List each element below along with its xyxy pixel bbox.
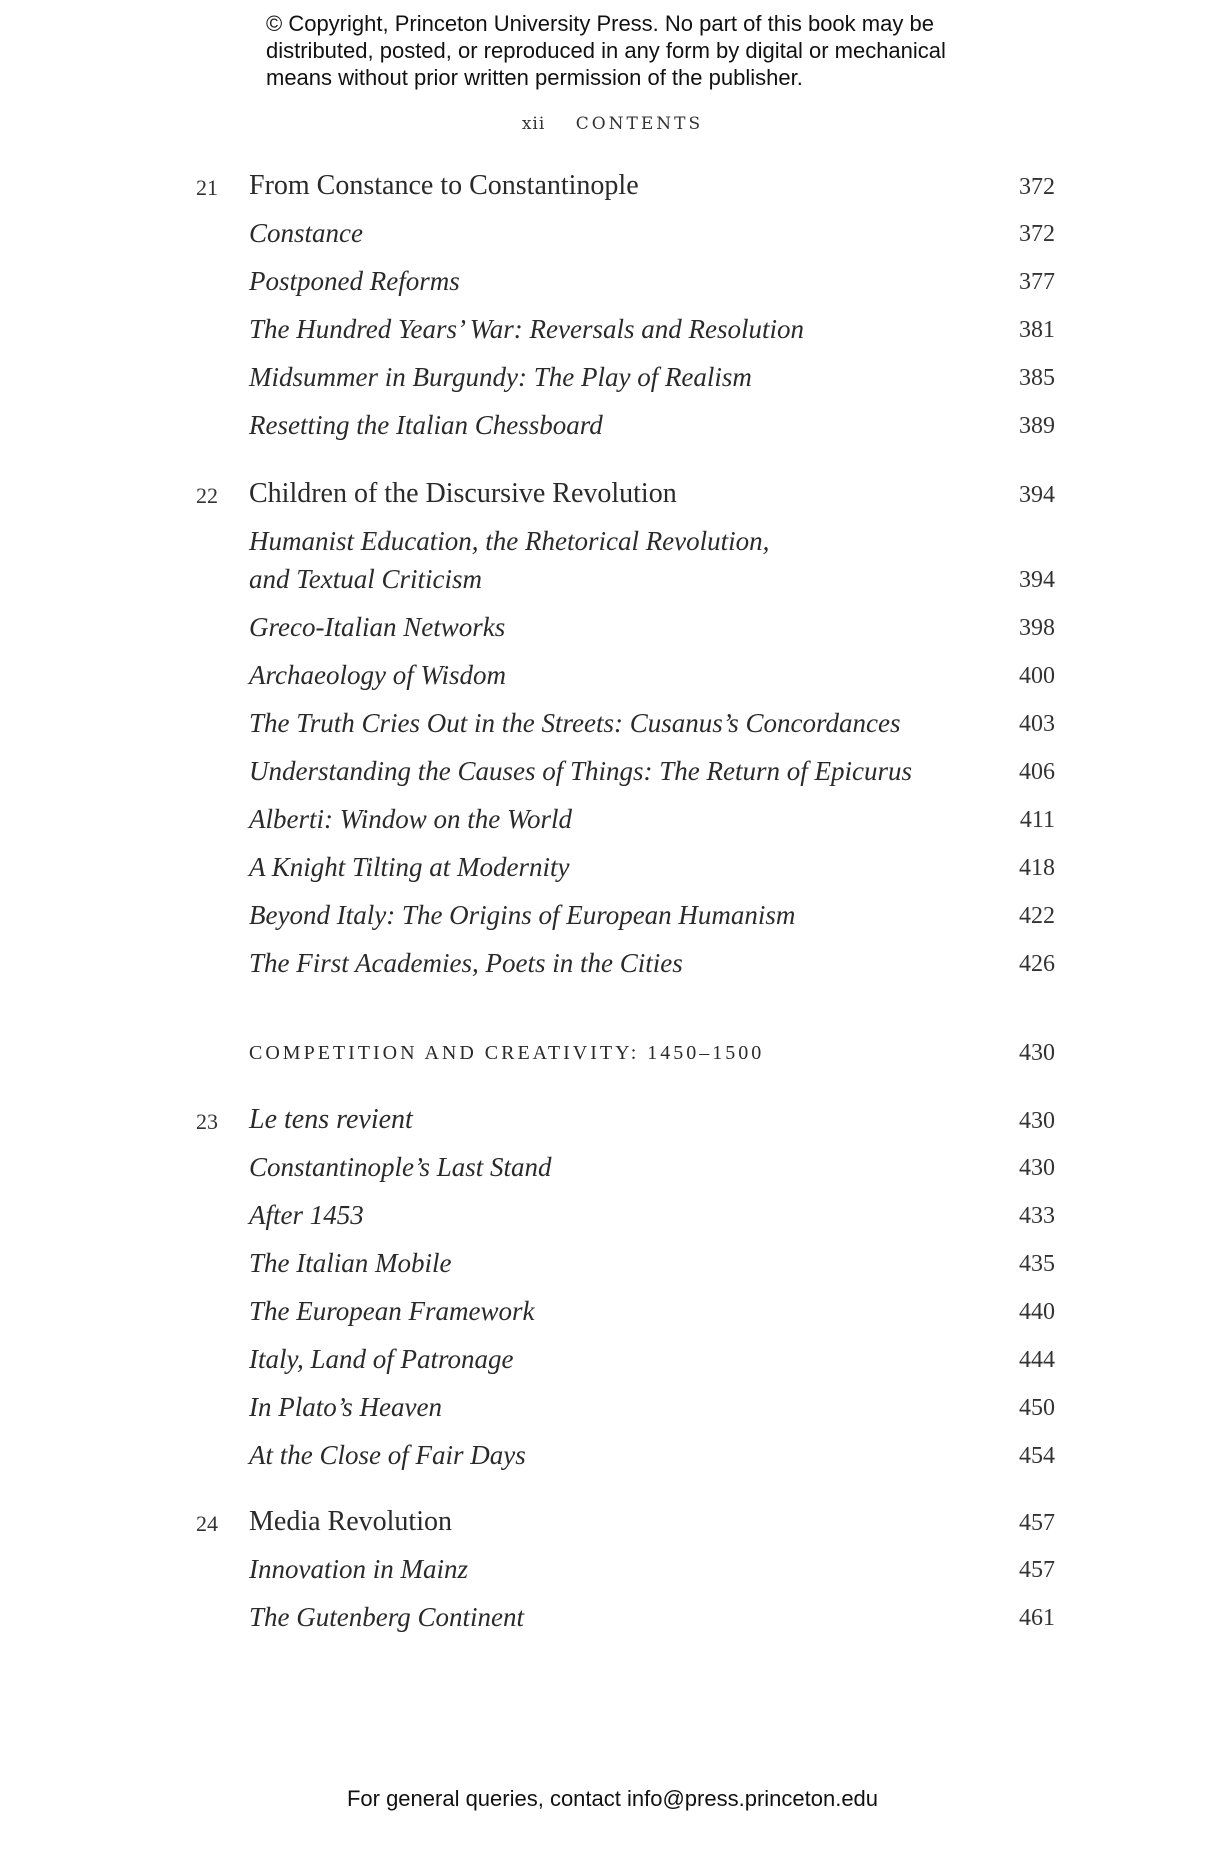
section-title: Humanist Education, the Rhetorical Revolution, [249,526,770,556]
chapter-title: Children of the Discursive Revolution [249,478,677,509]
footer-contact: For general queries, contact info@press.princeton.edu [346,1786,879,1811]
page-number: 381 [1019,317,1055,343]
copyright-line: means without prior written permission of the publisher. [266,65,803,90]
chapter-title: Le tens revient [249,1104,413,1135]
section-title: The Gutenberg Continent [249,1602,524,1632]
section-title: Alberti: Window on the World [249,804,572,834]
page-number: 411 [1019,807,1055,833]
copyright-line: distributed, posted, or reproduced in any form by digital or mechanical [266,38,946,63]
section-title: Midsummer in Burgundy: The Play of Realism [249,362,752,392]
chapter-title: From Constance to Constantinople [249,170,639,201]
section-title: Postponed Reforms [249,266,460,296]
chapter-number: 23 [196,1109,218,1134]
running-head [0,114,1225,134]
section-title: The First Academies, Poets in the Cities [249,948,683,978]
page-number: 426 [1019,951,1055,977]
section-title: After 1453 [249,1200,364,1230]
page-number: 450 [1019,1395,1055,1421]
page-number: 385 [1019,365,1055,391]
section-title: Archaeology of Wisdom [249,660,506,690]
page-number: 435 [1019,1251,1055,1277]
page-number: 403 [1019,711,1055,737]
section-title: Understanding the Causes of Things: The Return of Epicurus [249,756,912,786]
page-number: 433 [1019,1203,1055,1229]
section-title: Constance [249,218,363,248]
page-number: 457 [1019,1557,1055,1583]
page-number: 461 [1019,1605,1055,1631]
section-title: The Hundred Years’ War: Reversals and Resolution [249,314,804,344]
page-number: 454 [1019,1443,1055,1469]
page-number: 398 [1019,615,1055,641]
section-title: Italy, Land of Patronage [249,1344,514,1374]
page-number: 372 [1019,174,1055,200]
section-title: and Textual Criticism [249,564,483,594]
section-title: Greco-Italian Networks [249,612,506,642]
page-number: 394 [1019,482,1055,508]
copyright-notice [266,10,986,91]
page-number: 457 [1019,1510,1055,1536]
chapter-number: 24 [196,1511,218,1536]
page-number: 444 [1019,1347,1055,1373]
copyright-line: © Copyright, Princeton University Press. No part of this book may be [266,11,934,36]
chapter-title: Media Revolution [249,1506,452,1537]
part-title: COMPETITION AND CREATIVITY: 1450–1500 [249,1042,765,1064]
page-number: 418 [1019,855,1055,881]
page-number: 430 [1019,1108,1055,1134]
chapter-number: 21 [196,175,218,200]
running-head-title: CONTENTS [575,114,704,134]
page-number: 430 [1019,1155,1055,1181]
page-number: 422 [1019,903,1055,929]
section-title: The Truth Cries Out in the Streets: Cusanus’s Concordances [249,708,901,738]
section-title: A Knight Tilting at Modernity [249,852,570,882]
section-title: Innovation in Mainz [249,1554,468,1584]
section-title: The Italian Mobile [249,1248,452,1278]
page-number: 400 [1019,663,1055,689]
section-title: At the Close of Fair Days [249,1440,526,1470]
page-number: 377 [1019,269,1055,295]
section-title: Beyond Italy: The Origins of European Humanism [249,900,796,930]
section-title: The European Framework [249,1296,535,1326]
page-number: 440 [1019,1299,1055,1325]
page-number: 430 [1019,1040,1055,1066]
chapter-number: 22 [196,483,218,508]
page-number: 394 [1019,567,1055,593]
page-folio: xii [521,114,546,134]
section-title: In Plato’s Heaven [249,1392,442,1422]
page-number: 389 [1019,413,1055,439]
section-title: Resetting the Italian Chessboard [249,410,603,440]
page-number: 372 [1019,221,1055,247]
section-title: Constantinople’s Last Stand [249,1152,552,1182]
page-number: 406 [1019,759,1055,785]
